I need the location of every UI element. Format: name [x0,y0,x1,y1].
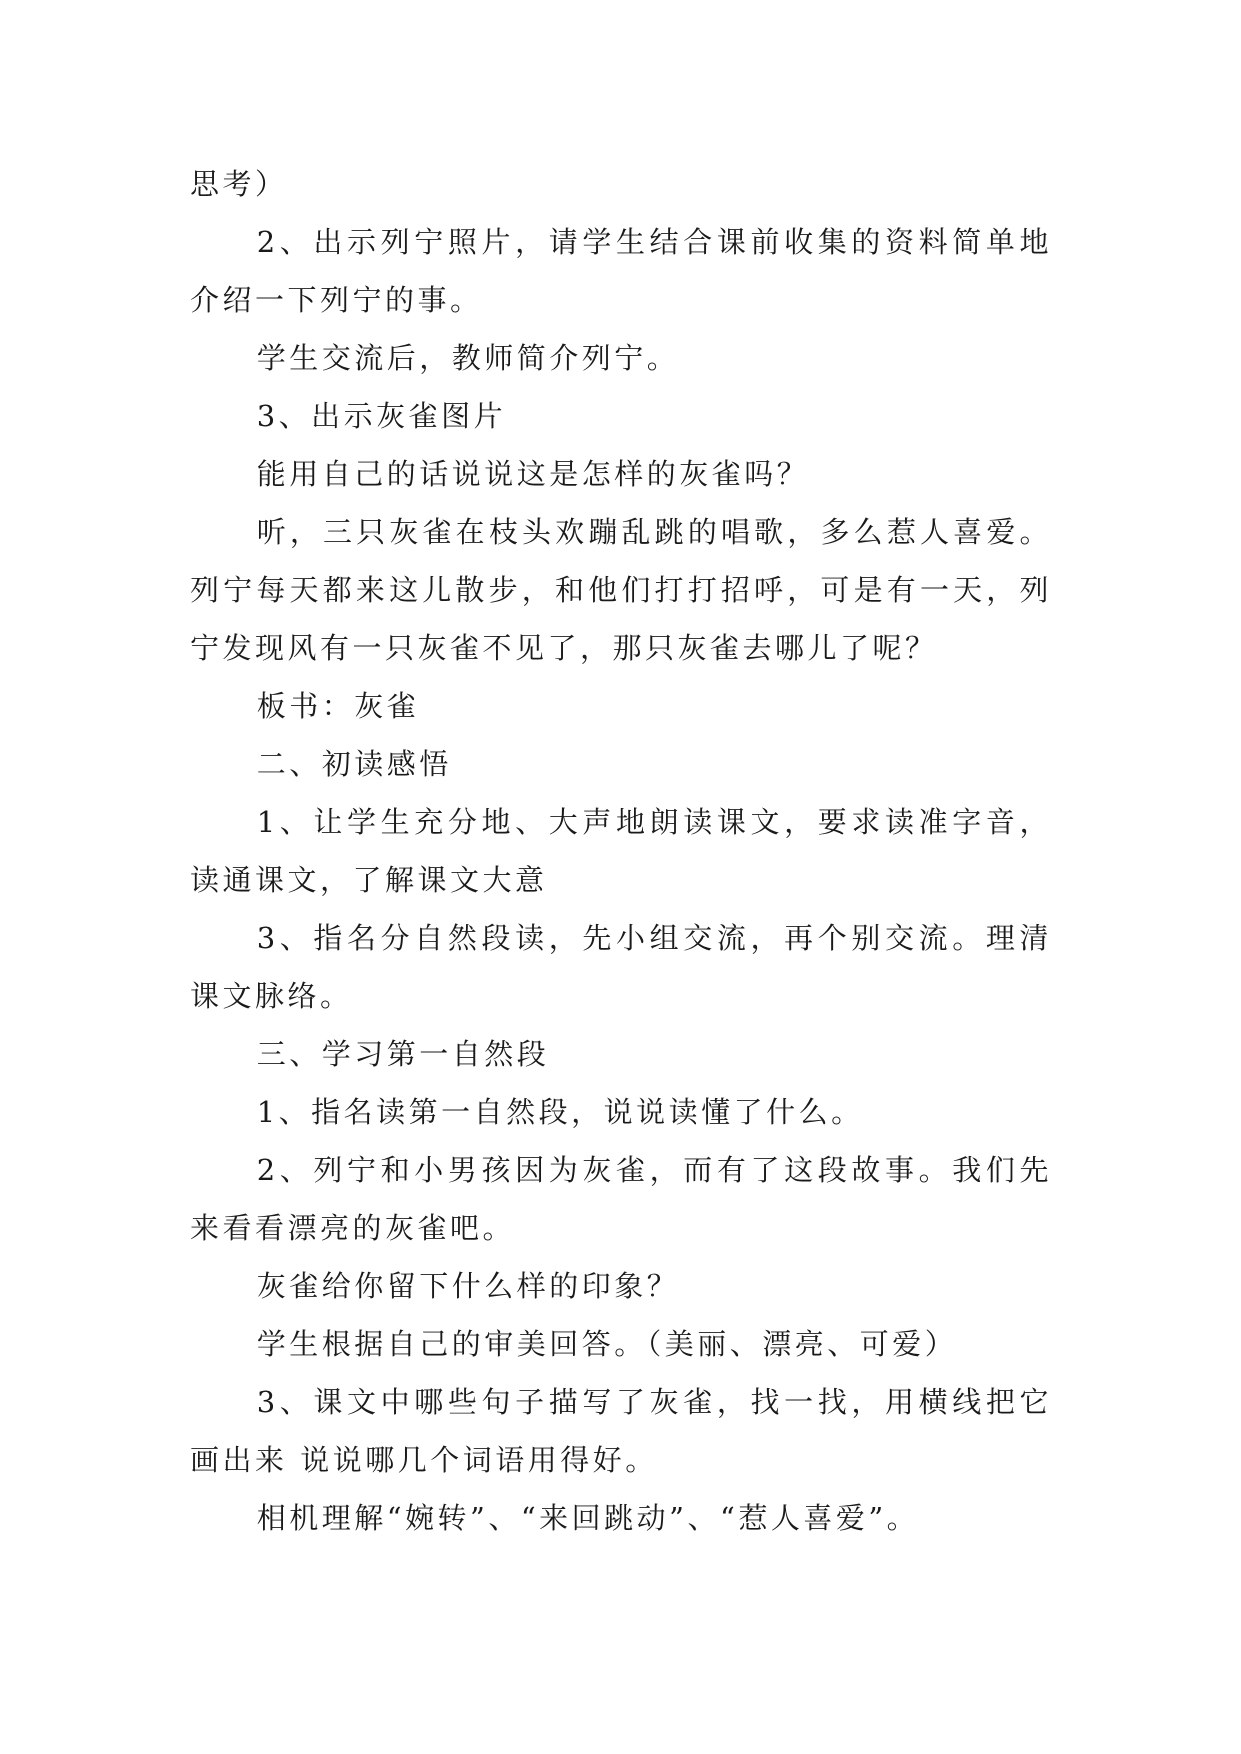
paragraph: 板书：灰雀 [256,689,420,723]
paragraph: 1、指名读第一自然段，说说读懂了什么。 [256,1095,864,1129]
paragraph: 灰雀给你留下什么样的印象？ [256,1269,680,1303]
section-heading: 二、初读感悟 [256,747,452,781]
paragraph: 学生交流后，教师简介列宁。 [256,341,680,375]
paragraph: 2、列宁和小男孩因为灰雀，而有了这段故事。我们先来看看漂亮的灰雀吧。 [190,1153,1052,1245]
paragraph: 学生根据自己的审美回答。（美丽、漂亮、可爱） [256,1327,958,1361]
paragraph: 思考） [190,167,288,201]
paragraph: 3、出示灰雀图片 [256,399,507,433]
paragraph: 3、课文中哪些句子描写了灰雀，找一找，用横线把它画出来 说说哪几个词语用得好。 [190,1385,1052,1477]
paragraph: 相机理解“婉转”、“来回跳动”、“惹人喜爱”。 [256,1501,920,1535]
section-heading: 三、学习第一自然段 [256,1037,550,1071]
paragraph: 3、指名分自然段读，先小组交流，再个别交流。理清课文脉络。 [190,921,1052,1013]
paragraph: 1、让学生充分地、大声地朗读课文，要求读准字音，读通课文，了解课文大意 [190,805,1052,897]
paragraph: 2、出示列宁照片，请学生结合课前收集的资料简单地介绍一下列宁的事。 [190,225,1052,317]
document-body [190,155,1052,1547]
paragraph: 听，三只灰雀在枝头欢蹦乱跳的唱歌，多么惹人喜爱。列宁每天都来这儿散步，和他们打打招呼，可是有一天，列宁发现风有一只灰雀不见了，那只灰雀去哪儿了呢？ [190,515,1052,665]
paragraph: 能用自己的话说说这是怎样的灰雀吗？ [256,457,810,491]
